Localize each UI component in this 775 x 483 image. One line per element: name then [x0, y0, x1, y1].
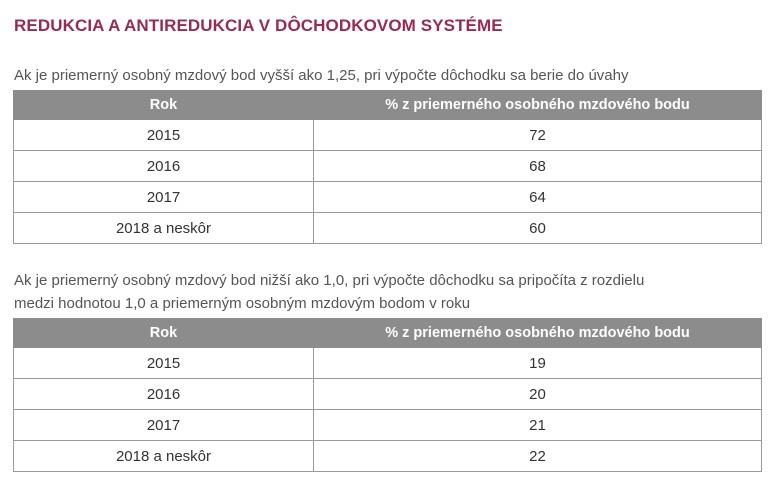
cell-percent: 19	[314, 348, 762, 379]
table-header-row	[14, 319, 762, 348]
reduction-table	[13, 90, 762, 244]
table-row	[14, 182, 762, 213]
page-title: REDUKCIA A ANTIREDUKCIA V DÔCHODKOVOM SYSTÉME	[14, 16, 503, 35]
table-row	[14, 410, 762, 441]
cell-year: 2017	[14, 410, 314, 441]
section1-intro: Ak je priemerný osobný mzdový bod vyšší ako 1,25, pri výpočte dôchodku sa berie do úvahy	[14, 67, 629, 84]
table-row	[14, 120, 762, 151]
antireduction-table	[13, 318, 762, 472]
cell-percent: 21	[314, 410, 762, 441]
section2-intro-line2: medzi hodnotou 1,0 a priemerným osobným mzdovým bodom v roku	[14, 295, 471, 312]
column-header-percent: % z priemerného osobného mzdového bodu	[314, 91, 762, 120]
table-row	[14, 213, 762, 244]
cell-percent: 60	[314, 213, 762, 244]
cell-year: 2016	[14, 379, 314, 410]
column-header-percent: % z priemerného osobného mzdového bodu	[314, 319, 762, 348]
table-row	[14, 348, 762, 379]
cell-year: 2018 a neskôr	[14, 213, 314, 244]
column-header-year: Rok	[14, 319, 314, 348]
table-row	[14, 151, 762, 182]
section2-intro-line1: Ak je priemerný osobný mzdový bod nižší ako 1,0, pri výpočte dôchodku sa pripočíta z rozdielu	[14, 272, 645, 289]
cell-year: 2017	[14, 182, 314, 213]
section2-intro	[14, 269, 764, 315]
cell-year: 2016	[14, 151, 314, 182]
table-row	[14, 379, 762, 410]
cell-percent: 22	[314, 441, 762, 472]
cell-year: 2015	[14, 348, 314, 379]
cell-year: 2018 a neskôr	[14, 441, 314, 472]
cell-percent: 64	[314, 182, 762, 213]
table-header-row	[14, 91, 762, 120]
cell-year: 2015	[14, 120, 314, 151]
table-row	[14, 441, 762, 472]
cell-percent: 20	[314, 379, 762, 410]
cell-percent: 72	[314, 120, 762, 151]
column-header-year: Rok	[14, 91, 314, 120]
cell-percent: 68	[314, 151, 762, 182]
